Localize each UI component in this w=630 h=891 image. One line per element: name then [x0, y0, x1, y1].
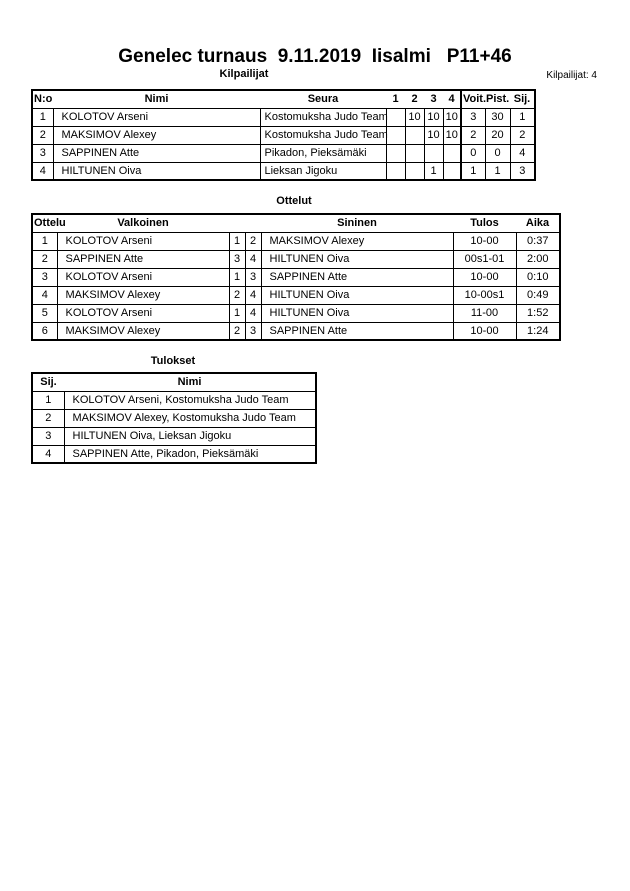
cell-voit: 2 — [461, 126, 485, 144]
cell-score-1 — [386, 126, 405, 144]
result-row — [32, 409, 316, 427]
cell-blue-name: MAKSIMOV Alexey — [261, 232, 453, 250]
col-header-no: N:o — [32, 90, 53, 108]
cell-score-1 — [386, 144, 405, 162]
cell-blue-number: 4 — [245, 286, 261, 304]
kilpailijat-table — [31, 89, 536, 181]
cell-white-number: 3 — [229, 250, 245, 268]
match-row — [32, 322, 560, 340]
cell-match-no: 4 — [32, 286, 57, 304]
cell-blue-name: HILTUNEN Oiva — [261, 250, 453, 268]
col-header-sininen: Sininen — [261, 214, 453, 232]
cell-time: 1:52 — [516, 304, 560, 322]
cell-result: 10-00 — [453, 322, 516, 340]
cell-score-4 — [443, 162, 461, 180]
cell-name-club: MAKSIMOV Alexey, Kostomuksha Judo Team — [64, 409, 316, 427]
cell-score-2 — [405, 162, 424, 180]
cell-blue-name: SAPPINEN Atte — [261, 322, 453, 340]
cell-score-4: 10 — [443, 126, 461, 144]
cell-match-no: 2 — [32, 250, 57, 268]
cell-match-no: 3 — [32, 268, 57, 286]
cell-placement: 1 — [32, 391, 64, 409]
cell-white-name: SAPPINEN Atte — [57, 250, 229, 268]
cell-pist: 0 — [485, 144, 510, 162]
cell-voit: 0 — [461, 144, 485, 162]
cell-sij: 2 — [510, 126, 535, 144]
cell-voit: 1 — [461, 162, 485, 180]
cell-sij: 3 — [510, 162, 535, 180]
cell-seura: Lieksan Jigoku — [260, 162, 386, 180]
cell-score-3 — [424, 144, 443, 162]
competitor-row — [32, 144, 535, 162]
kilpailijat-header-row — [32, 90, 535, 108]
cell-white-number: 1 — [229, 304, 245, 322]
result-row — [32, 427, 316, 445]
col-header-4: 4 — [443, 90, 461, 108]
match-row — [32, 304, 560, 322]
cell-score-1 — [386, 162, 405, 180]
cell-no: 2 — [32, 126, 53, 144]
cell-blue-number: 4 — [245, 304, 261, 322]
cell-blue-number: 4 — [245, 250, 261, 268]
cell-white-number: 1 — [229, 232, 245, 250]
tulokset-table — [31, 372, 317, 464]
match-row — [32, 232, 560, 250]
cell-result: 10-00s1 — [453, 286, 516, 304]
cell-result: 11-00 — [453, 304, 516, 322]
cell-white-name: KOLOTOV Arseni — [57, 268, 229, 286]
cell-blue-name: SAPPINEN Atte — [261, 268, 453, 286]
cell-score-2 — [405, 144, 424, 162]
cell-score-2: 10 — [405, 108, 424, 126]
col-header-ottelu: Ottelu — [32, 214, 57, 232]
cell-score-3: 10 — [424, 108, 443, 126]
col-header-sij: Sij. — [510, 90, 535, 108]
cell-white-number: 2 — [229, 322, 245, 340]
col-header-tulos: Tulos — [453, 214, 516, 232]
col-header-seura: Seura — [260, 90, 386, 108]
cell-match-no: 5 — [32, 304, 57, 322]
match-row — [32, 250, 560, 268]
cell-blue-number: 3 — [245, 268, 261, 286]
col-header-3: 3 — [424, 90, 443, 108]
ottelut-heading: Ottelut — [276, 195, 312, 207]
cell-white-number: 2 — [229, 286, 245, 304]
col-header-2: 2 — [405, 90, 424, 108]
kilpailijat-heading: Kilpailijat — [219, 68, 269, 80]
cell-score-4 — [443, 144, 461, 162]
cell-score-2 — [405, 126, 424, 144]
cell-blue-number: 2 — [245, 232, 261, 250]
cell-blue-name: HILTUNEN Oiva — [261, 304, 453, 322]
cell-sij: 1 — [510, 108, 535, 126]
cell-white-name: KOLOTOV Arseni — [57, 304, 229, 322]
cell-time: 0:10 — [516, 268, 560, 286]
ottelut-header-row — [32, 214, 560, 232]
cell-score-4: 10 — [443, 108, 461, 126]
cell-sij: 4 — [510, 144, 535, 162]
cell-name-club: KOLOTOV Arseni, Kostomuksha Judo Team — [64, 391, 316, 409]
match-row — [32, 286, 560, 304]
cell-white-name: MAKSIMOV Alexey — [57, 286, 229, 304]
page-title: Genelec turnaus 9.11.2019 Iisalmi P11+46 — [118, 46, 512, 67]
cell-match-no: 1 — [32, 232, 57, 250]
col-header-valkoinen: Valkoinen — [57, 214, 229, 232]
result-row — [32, 391, 316, 409]
col-header-sij: Sij. — [32, 373, 64, 391]
cell-placement: 3 — [32, 427, 64, 445]
cell-time: 0:49 — [516, 286, 560, 304]
cell-seura: Kostomuksha Judo Team — [260, 126, 386, 144]
cell-time: 1:24 — [516, 322, 560, 340]
cell-name-club: HILTUNEN Oiva, Lieksan Jigoku — [64, 427, 316, 445]
col-header-white-number — [229, 214, 245, 232]
cell-name-club: SAPPINEN Atte, Pikadon, Pieksämäki — [64, 445, 316, 463]
cell-result: 10-00 — [453, 232, 516, 250]
cell-white-number: 1 — [229, 268, 245, 286]
cell-placement: 4 — [32, 445, 64, 463]
cell-result: 00s1-01 — [453, 250, 516, 268]
cell-time: 0:37 — [516, 232, 560, 250]
cell-pist: 20 — [485, 126, 510, 144]
cell-blue-number: 3 — [245, 322, 261, 340]
tulokset-heading: Tulokset — [150, 355, 196, 367]
competitor-row — [32, 126, 535, 144]
col-header-voit: Voit. — [461, 90, 485, 108]
cell-score-3: 10 — [424, 126, 443, 144]
cell-time: 2:00 — [516, 250, 560, 268]
cell-seura: Pikadon, Pieksämäki — [260, 144, 386, 162]
cell-match-no: 6 — [32, 322, 57, 340]
col-header-nimi: Nimi — [64, 373, 316, 391]
cell-nimi: MAKSIMOV Alexey — [53, 126, 260, 144]
ottelut-table — [31, 213, 561, 341]
cell-no: 3 — [32, 144, 53, 162]
col-header-blue-number — [245, 214, 261, 232]
match-row — [32, 268, 560, 286]
cell-result: 10-00 — [453, 268, 516, 286]
col-header-aika: Aika — [516, 214, 560, 232]
col-header-pist: Pist. — [485, 90, 510, 108]
result-row — [32, 445, 316, 463]
cell-white-name: MAKSIMOV Alexey — [57, 322, 229, 340]
cell-score-1 — [386, 108, 405, 126]
cell-pist: 1 — [485, 162, 510, 180]
cell-no: 4 — [32, 162, 53, 180]
cell-no: 1 — [32, 108, 53, 126]
cell-nimi: SAPPINEN Atte — [53, 144, 260, 162]
cell-nimi: HILTUNEN Oiva — [53, 162, 260, 180]
cell-voit: 3 — [461, 108, 485, 126]
col-header-1: 1 — [386, 90, 405, 108]
competitors-count-label: Kilpailijat: 4 — [546, 70, 597, 81]
competitor-row — [32, 162, 535, 180]
cell-placement: 2 — [32, 409, 64, 427]
tulokset-header-row — [32, 373, 316, 391]
cell-score-3: 1 — [424, 162, 443, 180]
cell-white-name: KOLOTOV Arseni — [57, 232, 229, 250]
competitor-row — [32, 108, 535, 126]
cell-seura: Kostomuksha Judo Team — [260, 108, 386, 126]
cell-nimi: KOLOTOV Arseni — [53, 108, 260, 126]
cell-pist: 30 — [485, 108, 510, 126]
cell-blue-name: HILTUNEN Oiva — [261, 286, 453, 304]
col-header-nimi: Nimi — [53, 90, 260, 108]
